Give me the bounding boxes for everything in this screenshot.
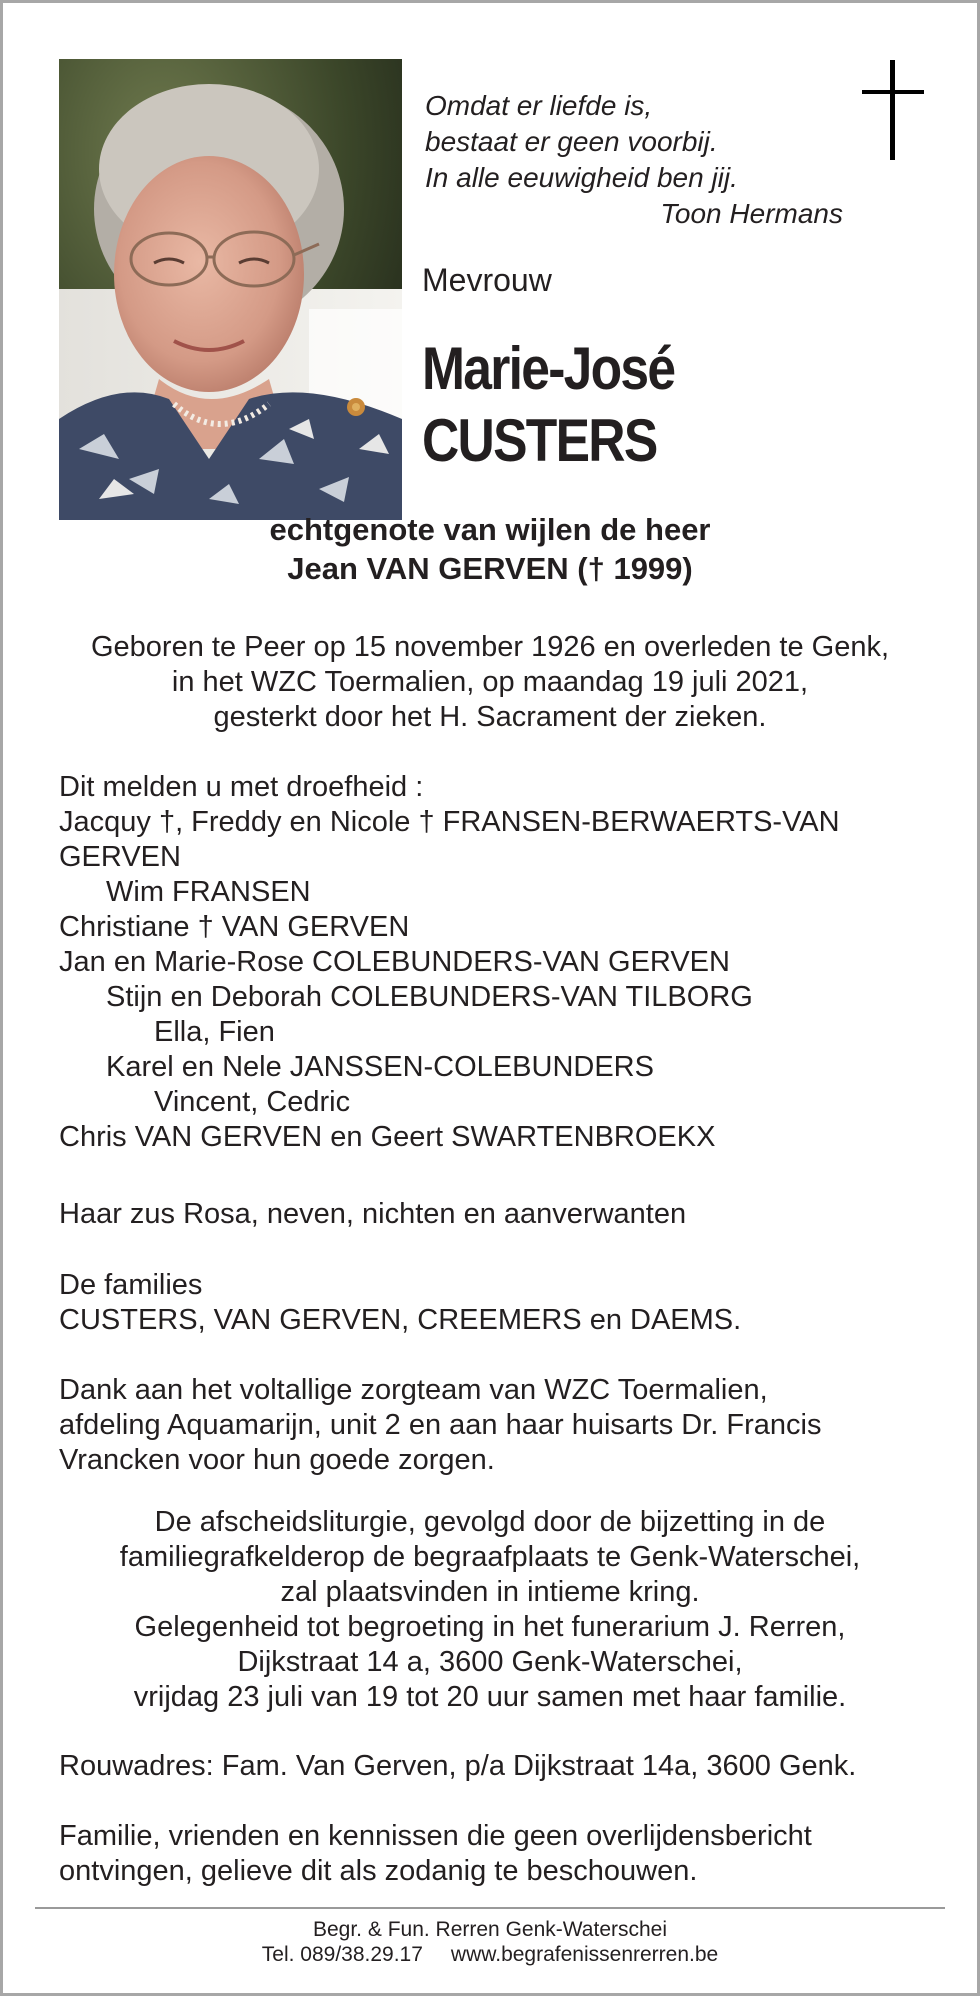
families-line: CUSTERS, VAN GERVEN, CREEMERS en DAEMS. — [59, 1304, 742, 1336]
birth-death-line: Geboren te Peer op 15 november 1926 en overleden te Genk, — [90, 631, 890, 663]
address-text: Rouwadres: Fam. Van Gerven, p/a Dijkstraat 14a, 3600 Genk. — [59, 1750, 857, 1782]
family-row: Chris VAN GERVEN en Geert SWARTENBROEKX — [59, 1121, 716, 1153]
family-row: GERVEN — [59, 841, 181, 873]
family-row: Christiane † VAN GERVEN — [59, 911, 410, 943]
families-line: De families — [59, 1269, 203, 1301]
footer-website[interactable]: www.begrafenissenrerren.be — [450, 1943, 719, 1966]
thanks — [59, 1373, 939, 1478]
portrait-illustration — [59, 59, 402, 520]
family-row: Vincent, Cedric — [154, 1086, 351, 1118]
latin-cross-icon — [862, 60, 924, 160]
poem-author: Toon Hermans — [660, 198, 843, 229]
family-row: Ella, Fien — [154, 1016, 275, 1048]
spouse-line: Jean VAN GERVEN († 1999) — [287, 551, 693, 586]
poem-line: bestaat er geen voorbij. — [425, 126, 718, 157]
footer-divider — [35, 1907, 945, 1909]
notice-line: ontvingen, gelieve dit als zodanig te beschouwen. — [59, 1855, 698, 1887]
thanks-line: afdeling Aquamarijn, unit 2 en aan haar huisarts Dr. Francis — [59, 1409, 822, 1441]
family-row: Jan en Marie-Rose COLEBUNDERS-VAN GERVEN — [59, 946, 730, 978]
portrait-photo — [59, 59, 402, 520]
last-name: CUSTERS — [422, 407, 657, 474]
spouse-info — [0, 510, 980, 588]
salutation: Mevrouw — [422, 262, 552, 298]
poem-line: In alle eeuwigheid ben jij. — [425, 162, 738, 193]
poem-line: Omdat er liefde is, — [425, 90, 653, 121]
deceased-name — [422, 333, 674, 477]
family-row: Jacquy †, Freddy en Nicole † FRANSEN-BERWAERTS-VAN — [59, 806, 840, 838]
poem — [425, 88, 865, 232]
family-row: Stijn en Deborah COLEBUNDERS-VAN TILBORG — [106, 981, 753, 1013]
sister-line — [59, 1197, 939, 1232]
spouse-line: echtgenote van wijlen de heer — [269, 512, 711, 547]
ceremony-info — [40, 1505, 940, 1715]
families — [59, 1268, 939, 1338]
thanks-line: Dank aan het voltallige zorgteam van WZC Toermalien, — [59, 1374, 768, 1406]
ceremony-line: Gelegenheid tot begroeting in het funerarium J. Rerren, — [134, 1611, 846, 1643]
family-intro: Dit melden u met droefheid : — [59, 771, 424, 803]
family-row: Wim FRANSEN — [106, 876, 311, 908]
footer-phone: Tel. 089/38.29.17 — [261, 1943, 423, 1966]
birth-death-info — [40, 630, 940, 735]
ceremony-line: vrijdag 23 juli van 19 tot 20 uur samen met haar familie. — [133, 1681, 847, 1713]
ceremony-line: Dijkstraat 14 a, 3600 Genk-Waterschei, — [237, 1646, 743, 1678]
birth-death-line: gesterkt door het H. Sacrament der zieken. — [213, 701, 767, 733]
notice-line: Familie, vrienden en kennissen die geen overlijdensbericht — [59, 1820, 812, 1852]
family-list — [59, 770, 939, 1155]
notice — [59, 1819, 939, 1889]
ceremony-line: familiegrafkelderop de begraafplaats te Genk-Waterschei, — [119, 1541, 861, 1573]
thanks-line: Vrancken voor hun goede zorgen. — [59, 1444, 495, 1476]
ceremony-line: De afscheidsliturgie, gevolgd door de bijzetting in de — [154, 1506, 826, 1538]
first-name: Marie-José — [422, 335, 675, 402]
footer — [0, 1917, 980, 1967]
sister-text: Haar zus Rosa, neven, nichten en aanverwanten — [59, 1198, 687, 1230]
birth-death-line: in het WZC Toermalien, op maandag 19 juli 2021, — [171, 666, 809, 698]
family-row: Karel en Nele JANSSEN-COLEBUNDERS — [106, 1051, 654, 1083]
footer-company: Begr. & Fun. Rerren Genk-Waterschei — [312, 1918, 668, 1941]
mourning-address — [59, 1749, 939, 1784]
ceremony-line: zal plaatsvinden in intieme kring. — [280, 1576, 700, 1608]
